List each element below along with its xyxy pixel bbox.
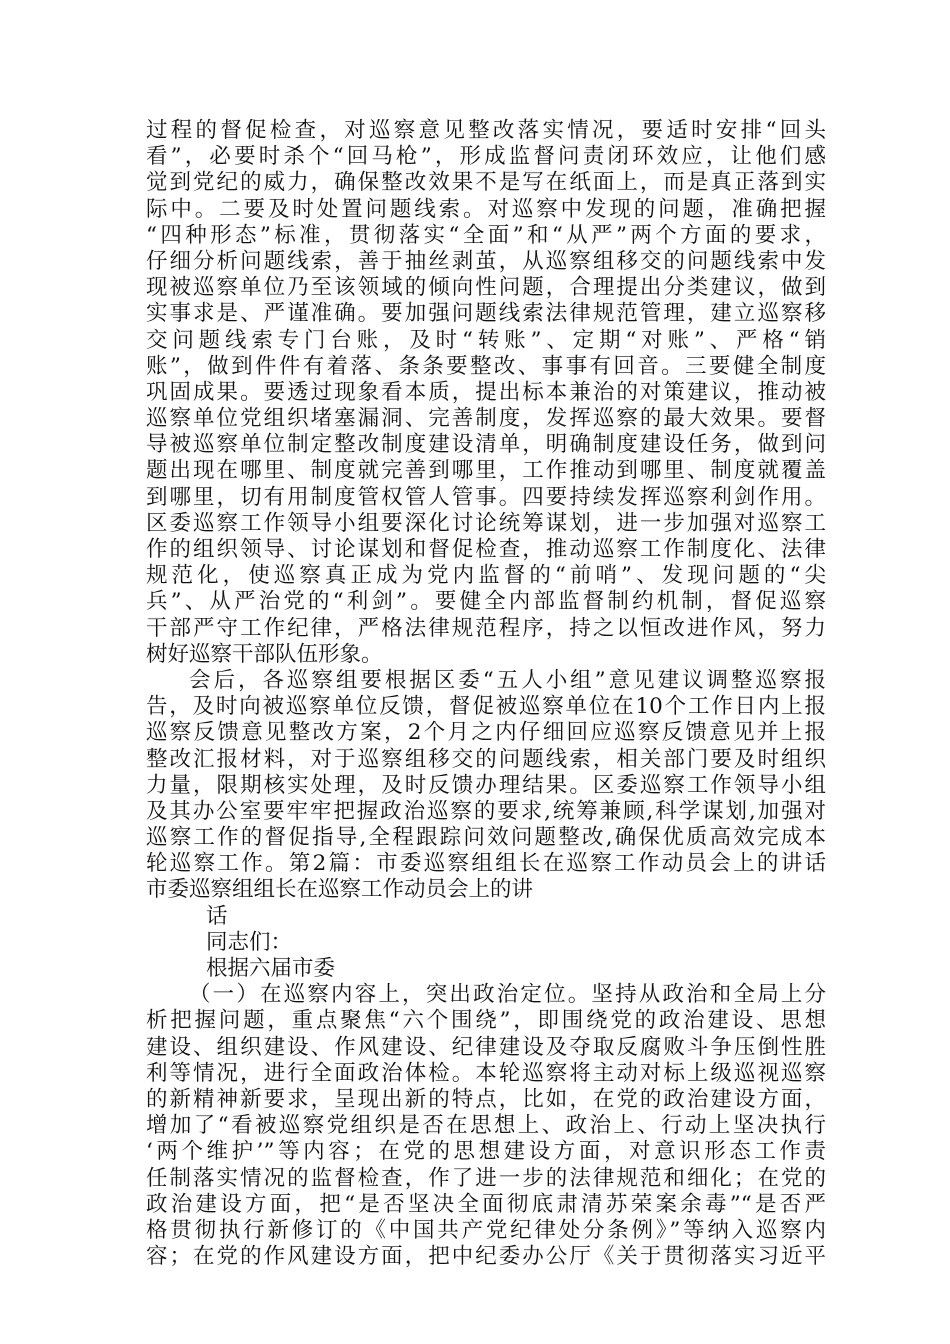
text-line: 及其办公室要牢牢把握政治巡察的要求,统筹兼顾,科学谋划,加强对	[146, 798, 826, 824]
text-line: 增加了“看被巡察党组织是否在思想上、政治上、行动上坚决执行	[146, 1113, 826, 1139]
text-line: 市委巡察组组长在巡察工作动员会上的讲	[146, 877, 534, 903]
text-line: 实事求是、严谨准确。要加强问题线索法律规范管理，建立巡察移	[146, 301, 826, 327]
text-line: 轮巡察工作。第2篇：市委巡察组组长在巡察工作动员会上的讲话	[146, 851, 826, 877]
text-line: 导被巡察单位制定整改制度建设清单，明确制度建设任务，做到问	[146, 432, 826, 458]
text-line: 同志们：	[206, 929, 293, 955]
text-line: 账”，做到件件有着落、条条要整改、事事有回音。三要健全制度	[146, 353, 826, 379]
text-line: 告，及时向被巡察单位反馈，督促被巡察单位在10个工作日内上报	[146, 694, 826, 720]
text-line: 巡察单位党组织堵塞漏洞、完善制度，发挥巡察的最大效果。要督	[146, 406, 826, 432]
text-line: 话	[206, 903, 228, 929]
text-line: 巡察反馈意见整改方案，2个月之内仔细回应巡察反馈意见并上报	[146, 720, 826, 746]
text-line: 建设、组织建设、作风建设、纪律建设及夺取反腐败斗争压倒性胜	[146, 1034, 826, 1060]
text-line: 干部严守工作纪律，严格法律规范程序，持之以恒改进作风，努力	[146, 615, 826, 641]
text-line: 际中。二要及时处置问题线索。对巡察中发现的问题，准确把握	[146, 196, 826, 222]
text-line: 区委巡察工作领导小组要深化讨论统筹谋划，进一步加强对巡察工	[146, 510, 826, 536]
text-line: 整改汇报材料，对于巡察组移交的问题线索，相关部门要及时组织	[146, 746, 826, 772]
text-line: 到哪里，切有用制度管权管人管事。四要持续发挥巡察利剑作用。	[146, 484, 826, 510]
document-body	[146, 118, 826, 1270]
text-line: 作的组织领导、讨论谋划和督促检查，推动巡察工作制度化、法律	[146, 537, 826, 562]
text-line: 题出现在哪里、制度就完善到哪里，工作推动到哪里、制度就覆盖	[146, 458, 826, 484]
text-line: （一）在巡察内容上，突出政治定位。坚持从政治和全局上分	[189, 982, 826, 1008]
text-line: 交问题线索专门台账，及时“转账”、定期“对账”、严格“销	[146, 327, 826, 353]
text-line: 仔细分析问题线索，善于抽丝剥茧，从巡察组移交的问题线索中发	[146, 248, 826, 274]
text-line: 的新精神新要求，呈现出新的特点，比如，在党的政治建设方面，	[146, 1086, 826, 1112]
text-line: 析把握问题，重点聚焦“六个围绕”，即围绕党的政治建设、思想	[146, 1008, 826, 1034]
text-line: “四种形态”标准，贯彻落实“全面”和“从严”两个方面的要求，	[146, 222, 826, 248]
text-line: ‘两个维护’”等内容；在党的思想建设方面，对意识形态工作责	[146, 1139, 826, 1165]
text-line: 格贯彻执行新修订的《中国共产党纪律处分条例》”等纳入巡察内	[146, 1217, 826, 1243]
text-line: 根据六届市委	[206, 956, 336, 981]
text-line: 过程的督促检查，对巡察意见整改落实情况，要适时安排“回头	[146, 118, 826, 143]
text-line: 巩固成果。要透过现象看本质，提出标本兼治的对策建议，推动被	[146, 379, 826, 405]
text-line: 力量，限期核实处理，及时反馈办理结果。区委巡察工作领导小组	[146, 772, 826, 798]
text-line: 会后，各巡察组要根据区委“五人小组”意见建议调整巡察报	[189, 667, 826, 693]
text-line: 规范化，使巡察真正成为党内监督的“前哨”、发现问题的“尖	[146, 563, 826, 589]
text-line: 巡察工作的督促指导,全程跟踪问效问题整改,确保优质高效完成本	[146, 825, 826, 851]
text-line: 任制落实情况的监督检查，作了进一步的法律规范和细化；在党的	[146, 1165, 826, 1191]
text-line: 树好巡察干部队伍形象。	[146, 641, 383, 667]
text-line: 现被巡察单位乃至该领域的倾向性问题，合理提出分类建议，做到	[146, 275, 826, 301]
text-line: 看”，必要时杀个“回马枪”，形成监督问责闭环效应，让他们感	[146, 144, 826, 170]
text-line: 利等情况，进行全面政治体检。本轮巡察将主动对标上级巡视巡察	[146, 1060, 826, 1086]
text-line: 政治建设方面，把“是否坚决全面彻底肃清苏荣案余毒”“是否严	[146, 1191, 826, 1217]
text-line: 兵”、从严治党的“利剑”。要健全内部监督制约机制，督促巡察	[146, 589, 826, 615]
text-line: 觉到党纪的威力，确保整改效果不是写在纸面上，而是真正落到实	[146, 170, 826, 196]
text-line: 容；在党的作风建设方面，把中纪委办公厅《关于贯彻落实习近平	[146, 1244, 826, 1270]
